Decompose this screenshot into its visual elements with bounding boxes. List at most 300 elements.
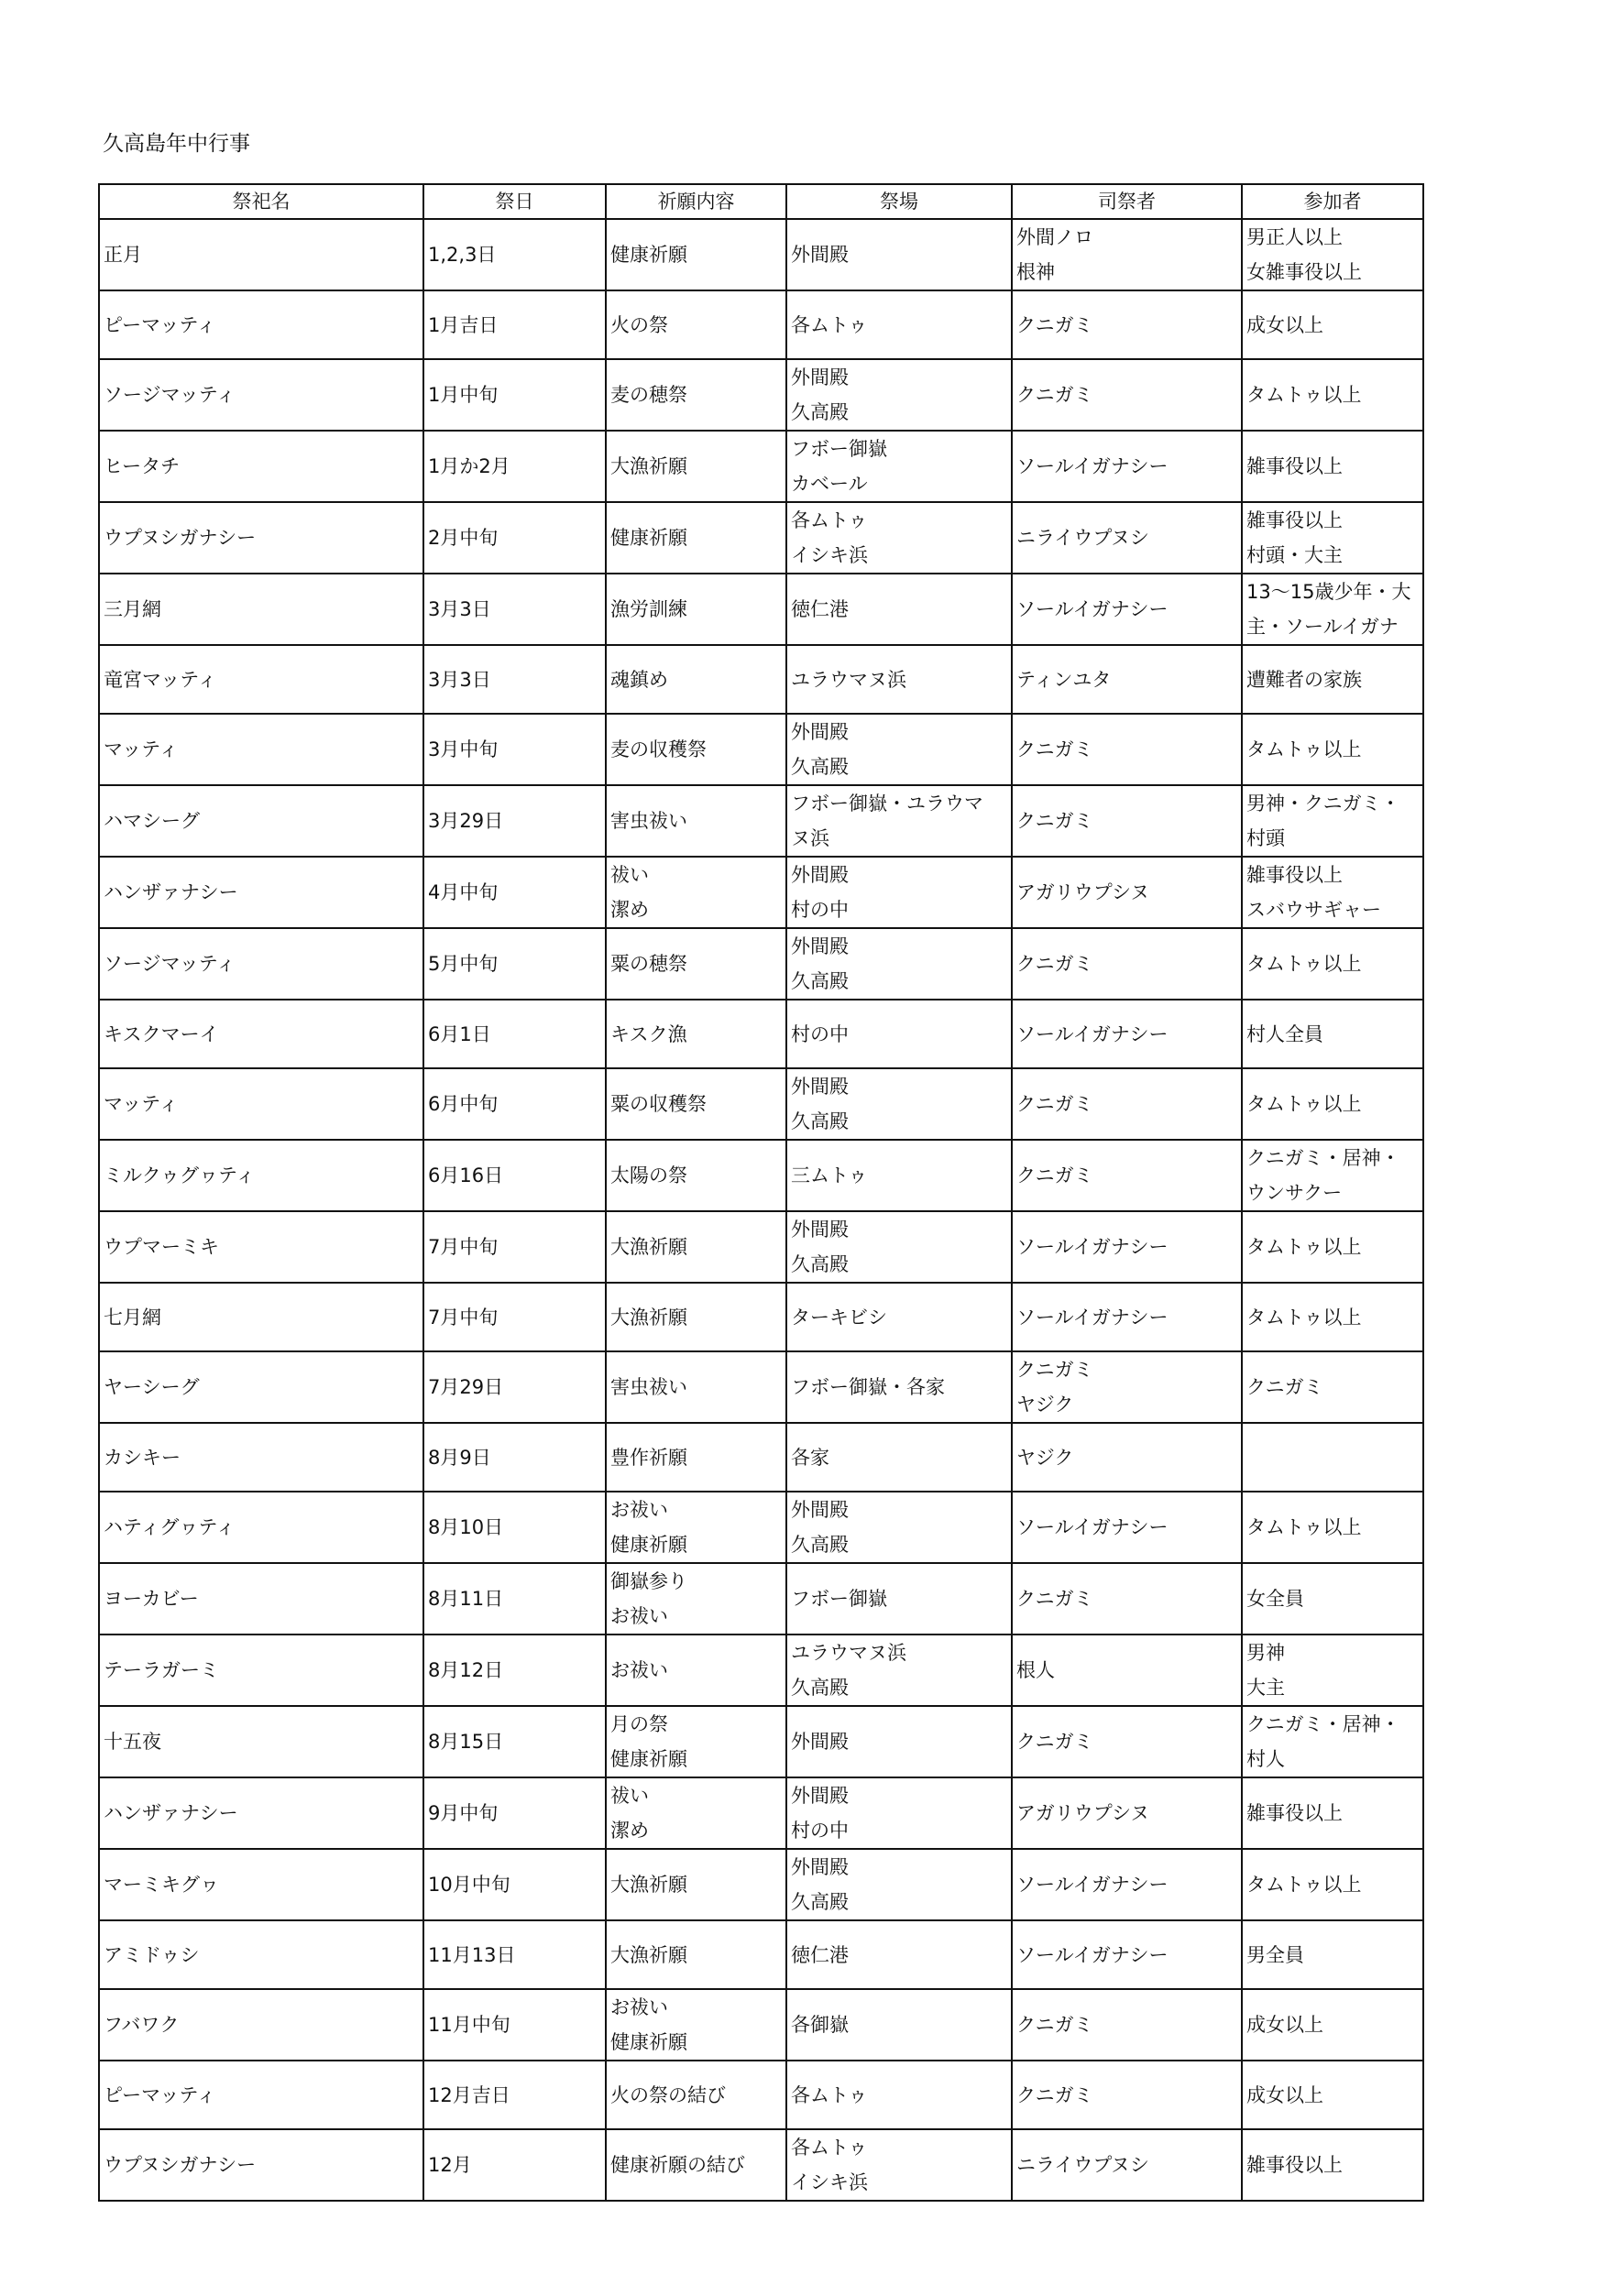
cell-priest — [1012, 1492, 1242, 1563]
cell-priest-line: クニガミ — [1016, 384, 1093, 406]
cell-place-line: 各御嶽 — [791, 2014, 849, 2036]
cell-participants — [1242, 1000, 1423, 1068]
table-row — [99, 1211, 1423, 1283]
cell-place-line: 外間殿 — [791, 935, 849, 957]
cell-participants — [1242, 1211, 1423, 1283]
cell-prayer — [606, 928, 786, 1000]
cell-ritual-name: マーミキグヮ — [99, 1849, 423, 1920]
cell-place-line: 村の中 — [791, 1820, 849, 1842]
cell-priest — [1012, 1706, 1242, 1777]
cell-participants-line: 雑事役以上 — [1246, 509, 1343, 531]
cell-ritual-name: ハマシーグ — [99, 785, 423, 857]
cell-priest — [1012, 1211, 1242, 1283]
cell-place — [786, 1492, 1012, 1563]
cell-priest-line: クニガミ — [1016, 2014, 1093, 2036]
cell-ritual-name: カシキー — [99, 1423, 423, 1492]
cell-prayer — [606, 1849, 786, 1920]
cell-date: 5月中旬 — [423, 928, 606, 1000]
cell-prayer-line: 健康祈願 — [610, 2031, 687, 2053]
cell-participants — [1242, 714, 1423, 785]
cell-priest — [1012, 1563, 1242, 1635]
cell-date: 11月13日 — [423, 1920, 606, 1989]
cell-participants — [1242, 1423, 1423, 1492]
cell-date: 1,2,3日 — [423, 219, 606, 290]
cell-date: 12月吉日 — [423, 2061, 606, 2129]
cell-priest — [1012, 1140, 1242, 1211]
cell-priest — [1012, 219, 1242, 290]
cell-priest — [1012, 1283, 1242, 1351]
cell-ritual-name: ハンザァナシー — [99, 857, 423, 928]
cell-participants-line: 雑事役以上 — [1246, 2154, 1343, 2176]
cell-ritual-name: フバワク — [99, 1989, 423, 2061]
cell-date: 3月3日 — [423, 574, 606, 645]
cell-priest-line: アガリウプシヌ — [1016, 1802, 1150, 1824]
cell-participants-line: スバウサギャー — [1246, 899, 1381, 921]
cell-participants-line: ウンサクー — [1246, 1182, 1343, 1204]
cell-date: 1月か2月 — [423, 431, 606, 502]
cell-place-line: 各ムトゥ — [791, 313, 868, 336]
cell-participants-line: 男正人以上 — [1246, 226, 1343, 248]
cell-participants-line: 村頭・大主 — [1246, 544, 1343, 566]
cell-date: 8月15日 — [423, 1706, 606, 1777]
cell-prayer-line: 大漁祈願 — [610, 1236, 687, 1258]
cell-place — [786, 219, 1012, 290]
cell-date: 7月中旬 — [423, 1283, 606, 1351]
cell-date: 8月9日 — [423, 1423, 606, 1492]
cell-prayer — [606, 1920, 786, 1989]
cell-ritual-name: ヒータチ — [99, 431, 423, 502]
cell-place-line: ユラウマヌ浜 — [791, 668, 906, 691]
cell-participants — [1242, 1635, 1423, 1706]
cell-participants — [1242, 1283, 1423, 1351]
cell-priest-line: クニガミ — [1016, 2083, 1093, 2106]
cell-participants — [1242, 2061, 1423, 2129]
cell-date: 6月16日 — [423, 1140, 606, 1211]
cell-participants-line: タムトゥ以上 — [1246, 738, 1362, 760]
cell-prayer — [606, 1423, 786, 1492]
cell-ritual-name: 十五夜 — [99, 1706, 423, 1777]
cell-prayer — [606, 714, 786, 785]
header-place: 祭場 — [786, 184, 1012, 219]
cell-place-line: イシキ浜 — [791, 544, 868, 566]
cell-prayer-line: 大漁祈願 — [610, 455, 687, 477]
cell-prayer — [606, 1635, 786, 1706]
cell-participants — [1242, 1849, 1423, 1920]
table-row — [99, 1423, 1423, 1492]
table-row — [99, 1563, 1423, 1635]
cell-priest — [1012, 645, 1242, 714]
header-participants: 参加者 — [1242, 184, 1423, 219]
cell-participants-line: 遭難者の家族 — [1246, 668, 1362, 691]
table-row — [99, 645, 1423, 714]
cell-date: 3月29日 — [423, 785, 606, 857]
cell-prayer-line: お祓い — [610, 1659, 668, 1681]
cell-prayer-line: 害虫祓い — [610, 810, 687, 832]
cell-participants-line: 女雑事役以上 — [1246, 261, 1362, 283]
cell-participants-line: タムトゥ以上 — [1246, 1093, 1362, 1115]
cell-priest-line: アガリウプシヌ — [1016, 881, 1150, 903]
cell-ritual-name: ヤーシーグ — [99, 1351, 423, 1423]
cell-priest-line: クニガミ — [1016, 1164, 1093, 1186]
table-row — [99, 359, 1423, 431]
cell-prayer-line: 大漁祈願 — [610, 1306, 687, 1328]
table-row — [99, 928, 1423, 1000]
cell-prayer-line: 大漁祈願 — [610, 1874, 687, 1896]
cell-place-line: 各ムトゥ — [791, 2083, 868, 2106]
cell-place-line: 外間殿 — [791, 1856, 849, 1878]
cell-participants — [1242, 359, 1423, 431]
cell-priest — [1012, 857, 1242, 928]
cell-participants-line: クニガミ・居神・ — [1246, 1147, 1400, 1169]
cell-date: 1月中旬 — [423, 359, 606, 431]
cell-participants-line: タムトゥ以上 — [1246, 1874, 1362, 1896]
cell-prayer-line: 健康祈願 — [610, 1748, 687, 1770]
cell-participants-line: 13〜15歳少年・大 — [1246, 581, 1411, 603]
cell-date: 1月吉日 — [423, 290, 606, 359]
table-row — [99, 714, 1423, 785]
cell-prayer-line: 火の祭 — [610, 313, 668, 336]
cell-ritual-name: 正月 — [99, 219, 423, 290]
cell-ritual-name: ピーマッティ — [99, 2061, 423, 2129]
cell-place-line: 久高殿 — [791, 401, 849, 423]
header-date: 祭日 — [423, 184, 606, 219]
cell-prayer — [606, 1068, 786, 1140]
cell-participants-line: 雑事役以上 — [1246, 455, 1343, 477]
cell-participants — [1242, 1563, 1423, 1635]
header-ritual-name: 祭祀名 — [99, 184, 423, 219]
cell-participants-line: タムトゥ以上 — [1246, 384, 1362, 406]
cell-participants-line: 男神・クニガミ・ — [1246, 793, 1400, 815]
cell-ritual-name: 七月網 — [99, 1283, 423, 1351]
cell-prayer-line: 月の祭 — [610, 1713, 668, 1735]
header-priest: 司祭者 — [1012, 184, 1242, 219]
cell-priest — [1012, 431, 1242, 502]
cell-place-line: 久高殿 — [791, 756, 849, 778]
table-row — [99, 431, 1423, 502]
cell-ritual-name: 竜宮マッティ — [99, 645, 423, 714]
cell-place-line: 村の中 — [791, 1022, 849, 1045]
cell-priest-line: ソールイガナシー — [1016, 1022, 1169, 1045]
cell-ritual-name: ウプヌシガナシー — [99, 2129, 423, 2201]
cell-prayer — [606, 1989, 786, 2061]
cell-prayer — [606, 785, 786, 857]
cell-place-line: 外間殿 — [791, 244, 849, 266]
cell-participants — [1242, 1492, 1423, 1563]
cell-priest — [1012, 1635, 1242, 1706]
cell-participants — [1242, 928, 1423, 1000]
cell-place-line: 外間殿 — [791, 721, 849, 743]
cell-prayer-line: 火の祭の結び — [610, 2083, 726, 2106]
cell-prayer-line: 豊作祈願 — [610, 1446, 687, 1469]
cell-date: 8月11日 — [423, 1563, 606, 1635]
cell-prayer-line: 漁労訓練 — [610, 598, 687, 620]
cell-date: 6月1日 — [423, 1000, 606, 1068]
cell-priest — [1012, 359, 1242, 431]
cell-place — [786, 290, 1012, 359]
cell-priest-line: クニガミ — [1016, 1588, 1093, 1610]
cell-participants-line: タムトゥ以上 — [1246, 1516, 1362, 1538]
cell-date: 11月中旬 — [423, 1989, 606, 2061]
cell-place-line: 各ムトゥ — [791, 509, 868, 531]
table-row — [99, 1989, 1423, 2061]
cell-prayer — [606, 290, 786, 359]
cell-priest — [1012, 1920, 1242, 1989]
cell-place — [786, 714, 1012, 785]
cell-place — [786, 502, 1012, 574]
cell-place — [786, 1283, 1012, 1351]
table-row — [99, 785, 1423, 857]
cell-date: 7月29日 — [423, 1351, 606, 1423]
cell-participants — [1242, 857, 1423, 928]
cell-participants-line: 主・ソールイガナ — [1246, 616, 1399, 638]
cell-place-line: 外間殿 — [791, 1731, 849, 1753]
cell-priest-line: ソールイガナシー — [1016, 598, 1169, 620]
cell-priest-line: ソールイガナシー — [1016, 1236, 1169, 1258]
cell-participants-line: 村人全員 — [1246, 1022, 1323, 1045]
cell-ritual-name: ウプヌシガナシー — [99, 502, 423, 574]
cell-date: 3月中旬 — [423, 714, 606, 785]
cell-participants-line: 成女以上 — [1246, 2014, 1323, 2036]
cell-date: 4月中旬 — [423, 857, 606, 928]
cell-place-line: 外間殿 — [791, 1219, 849, 1241]
cell-ritual-name: ヨーカビー — [99, 1563, 423, 1635]
cell-place — [786, 928, 1012, 1000]
table-row — [99, 1777, 1423, 1849]
cell-place-line: ユラウマヌ浜 — [791, 1642, 906, 1664]
cell-priest — [1012, 1351, 1242, 1423]
cell-participants — [1242, 1068, 1423, 1140]
cell-prayer-line: お祓い — [610, 1499, 668, 1521]
cell-participants-line: 村人 — [1246, 1748, 1285, 1770]
cell-place-line: 外間殿 — [791, 864, 849, 886]
cell-participants — [1242, 1140, 1423, 1211]
cell-prayer-line: 魂鎮め — [610, 668, 668, 691]
cell-place-line: 久高殿 — [791, 1253, 849, 1275]
cell-priest — [1012, 290, 1242, 359]
cell-ritual-name: ソージマッティ — [99, 928, 423, 1000]
cell-date: 2月中旬 — [423, 502, 606, 574]
cell-priest-line: クニガミ — [1016, 953, 1093, 975]
cell-ritual-name: 三月網 — [99, 574, 423, 645]
cell-date: 7月中旬 — [423, 1211, 606, 1283]
cell-prayer-line: お祓い — [610, 1605, 668, 1627]
cell-prayer-line: 祓い — [610, 1785, 649, 1807]
cell-priest — [1012, 928, 1242, 1000]
cell-priest-line: ニライウプヌシ — [1016, 527, 1149, 549]
cell-prayer-line: お祓い — [610, 1996, 668, 2018]
cell-participants-line: 大主 — [1246, 1677, 1285, 1699]
cell-place — [786, 2129, 1012, 2201]
cell-place — [786, 1000, 1012, 1068]
cell-priest-line: 根神 — [1016, 261, 1055, 283]
cell-place-line: 久高殿 — [791, 1110, 849, 1132]
cell-participants — [1242, 1706, 1423, 1777]
cell-prayer-line: 潔め — [610, 899, 649, 921]
cell-priest — [1012, 1000, 1242, 1068]
cell-prayer-line: 粟の穂祭 — [610, 953, 687, 975]
cell-prayer — [606, 857, 786, 928]
cell-prayer — [606, 645, 786, 714]
cell-participants-line: クニガミ・居神・ — [1246, 1713, 1400, 1735]
cell-priest-line: クニガミ — [1016, 738, 1093, 760]
cell-place — [786, 1635, 1012, 1706]
cell-place-line: イシキ浜 — [791, 2171, 868, 2193]
cell-participants — [1242, 645, 1423, 714]
cell-place-line: 徳仁港 — [791, 1943, 849, 1966]
cell-prayer — [606, 2061, 786, 2129]
cell-prayer-line: 害虫祓い — [610, 1376, 687, 1398]
cell-date: 8月10日 — [423, 1492, 606, 1563]
annual-events-table — [98, 183, 1424, 2202]
cell-place-line: 久高殿 — [791, 1891, 849, 1913]
cell-priest-line: クニガミ — [1016, 810, 1093, 832]
cell-prayer — [606, 1706, 786, 1777]
cell-place — [786, 2061, 1012, 2129]
cell-place-line: 三ムトゥ — [791, 1164, 868, 1186]
cell-ritual-name: ハティグヮティ — [99, 1492, 423, 1563]
cell-prayer-line: 粟の収穫祭 — [610, 1093, 707, 1115]
table-row — [99, 1492, 1423, 1563]
cell-priest-line: 外間ノロ — [1016, 226, 1093, 248]
cell-participants — [1242, 431, 1423, 502]
cell-participants-line: 成女以上 — [1246, 2083, 1323, 2106]
page-title: 久高島年中行事 — [103, 132, 250, 156]
cell-date: 6月中旬 — [423, 1068, 606, 1140]
cell-participants — [1242, 785, 1423, 857]
cell-participants-line: タムトゥ以上 — [1246, 953, 1362, 975]
cell-prayer-line: 麦の収穫祭 — [610, 738, 707, 760]
cell-place-line: 外間殿 — [791, 1076, 849, 1098]
cell-date: 8月12日 — [423, 1635, 606, 1706]
cell-prayer-line: 麦の穂祭 — [610, 384, 687, 406]
cell-prayer-line: 健康祈願 — [610, 527, 687, 549]
cell-prayer — [606, 431, 786, 502]
table-row — [99, 1283, 1423, 1351]
cell-place-line: 村の中 — [791, 899, 849, 921]
cell-priest-line: ティンユタ — [1016, 668, 1112, 691]
cell-participants — [1242, 219, 1423, 290]
cell-priest-line: クニガミ — [1016, 1731, 1093, 1753]
cell-priest-line: ソールイガナシー — [1016, 1306, 1169, 1328]
cell-priest — [1012, 714, 1242, 785]
cell-prayer-line: 健康祈願の結び — [610, 2154, 745, 2176]
cell-participants — [1242, 502, 1423, 574]
cell-prayer — [606, 1000, 786, 1068]
cell-ritual-name: ハンザァナシー — [99, 1777, 423, 1849]
table-row — [99, 1849, 1423, 1920]
cell-prayer — [606, 1211, 786, 1283]
cell-participants — [1242, 1777, 1423, 1849]
cell-priest-line: ソールイガナシー — [1016, 1516, 1169, 1538]
cell-priest-line: クニガミ — [1016, 1359, 1093, 1381]
cell-prayer-line: 御嶽参り — [610, 1570, 687, 1592]
cell-priest — [1012, 785, 1242, 857]
cell-place — [786, 1563, 1012, 1635]
cell-place-line: 各ムトゥ — [791, 2137, 868, 2159]
cell-place — [786, 1068, 1012, 1140]
cell-prayer-line: 潔め — [610, 1820, 649, 1842]
cell-date: 10月中旬 — [423, 1849, 606, 1920]
cell-priest-line: ヤジク — [1016, 1394, 1074, 1416]
cell-prayer-line: 健康祈願 — [610, 244, 687, 266]
cell-place — [786, 857, 1012, 928]
cell-prayer — [606, 2129, 786, 2201]
cell-prayer — [606, 359, 786, 431]
cell-priest — [1012, 2129, 1242, 2201]
cell-place — [786, 1211, 1012, 1283]
table-row — [99, 574, 1423, 645]
cell-prayer — [606, 1492, 786, 1563]
cell-priest-line: ソールイガナシー — [1016, 1874, 1169, 1896]
cell-prayer — [606, 502, 786, 574]
cell-participants-line: 雑事役以上 — [1246, 1802, 1343, 1824]
cell-ritual-name: キスクマーイ — [99, 1000, 423, 1068]
cell-place-line: フボー御嶽・各家 — [791, 1376, 945, 1398]
cell-participants-line: 村頭 — [1246, 827, 1285, 849]
cell-place-line: 外間殿 — [791, 1785, 849, 1807]
cell-place-line: フボー御嶽 — [791, 1588, 887, 1610]
cell-place-line: ターキビシ — [791, 1306, 887, 1328]
cell-ritual-name: テーラガーミ — [99, 1635, 423, 1706]
cell-place — [786, 645, 1012, 714]
cell-priest-line: ニライウプヌシ — [1016, 2154, 1149, 2176]
cell-prayer — [606, 219, 786, 290]
table-row — [99, 1140, 1423, 1211]
cell-ritual-name: アミドゥシ — [99, 1920, 423, 1989]
cell-place-line: カベール — [791, 473, 868, 495]
cell-priest — [1012, 502, 1242, 574]
table-row — [99, 1000, 1423, 1068]
cell-prayer — [606, 1283, 786, 1351]
cell-place — [786, 1351, 1012, 1423]
cell-place-line: 久高殿 — [791, 1534, 849, 1556]
cell-participants-line: 男神 — [1246, 1642, 1285, 1664]
cell-participants — [1242, 290, 1423, 359]
cell-date: 3月3日 — [423, 645, 606, 714]
cell-place — [786, 1989, 1012, 2061]
table-row — [99, 857, 1423, 928]
table-row — [99, 1635, 1423, 1706]
cell-participants-line: 女全員 — [1246, 1588, 1304, 1610]
table-row — [99, 1920, 1423, 1989]
cell-participants-line: クニガミ — [1246, 1376, 1323, 1398]
cell-ritual-name: ウプマーミキ — [99, 1211, 423, 1283]
cell-ritual-name: マッティ — [99, 714, 423, 785]
cell-ritual-name: ミルクゥグヮティ — [99, 1140, 423, 1211]
table-row — [99, 2129, 1423, 2201]
cell-prayer — [606, 574, 786, 645]
cell-participants — [1242, 1920, 1423, 1989]
cell-participants — [1242, 574, 1423, 645]
cell-place-line: 外間殿 — [791, 1499, 849, 1521]
cell-ritual-name: ピーマッティ — [99, 290, 423, 359]
cell-priest — [1012, 1423, 1242, 1492]
cell-prayer-line: 太陽の祭 — [610, 1164, 687, 1186]
table-row — [99, 1706, 1423, 1777]
cell-place — [786, 431, 1012, 502]
cell-date: 12月 — [423, 2129, 606, 2201]
cell-place-line: 徳仁港 — [791, 598, 849, 620]
cell-participants-line: 雑事役以上 — [1246, 864, 1343, 886]
table-row — [99, 219, 1423, 290]
cell-place-line: フボー御嶽・ユラウマ — [791, 793, 983, 815]
table-row — [99, 1351, 1423, 1423]
cell-place — [786, 1777, 1012, 1849]
cell-participants — [1242, 2129, 1423, 2201]
cell-prayer — [606, 1563, 786, 1635]
cell-place — [786, 1920, 1012, 1989]
cell-place-line: 久高殿 — [791, 970, 849, 992]
